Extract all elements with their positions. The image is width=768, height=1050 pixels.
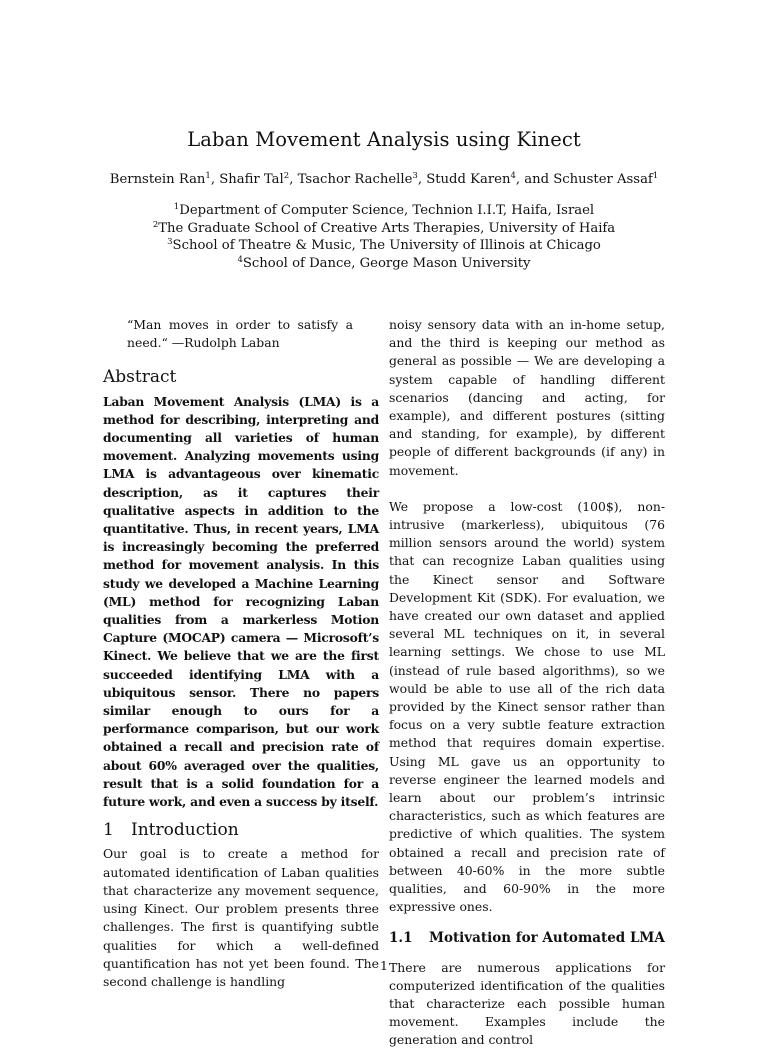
affiliation [0,202,768,220]
section-title: Introduction [131,820,239,841]
affiliation [0,237,768,255]
intro-paragraph-2: We propose a low-cost (100$), non-intrusive (markerless), ubiquitous (76 million sensors around the world) system that can recognize Laban qualities using the Kinect sensor and Software Development Kit (SDK). For evaluation, we have created our own dataset and applied several ML techniques on it, in several learning settings. We chose to use ML (instead of rule based algorithms), so we would be able to use all of the rich data provided by the Kinect sensor rather than focus on a very subtle feature extraction method that requires domain expertise. Using ML gave us an opportunity to reverse engineer the learned models and learn about our problem’s intrinsic characteristics, such as which features are predictive of which qualities. The system obtained a recall and precision rate of between 40-60% in the more subtle qualities, and 60-90% in the more expressive ones. [389,498,665,915]
affiliation-marker: 2 [152,219,159,230]
page-number: 1 [380,958,388,973]
affiliation-marker: 3 [167,237,173,247]
affiliation [0,220,768,238]
affiliation-text: Department of Computer Science, Technion I.I.T, Haifa, Israel [179,203,595,218]
affiliation-marker: 4 [237,254,243,265]
subsection-heading-motivation [389,929,665,947]
affiliation-text: School of Dance, George Mason University [242,255,531,271]
author-affil-marker: 1 [652,171,659,181]
author-name: Shafir Tal [219,172,284,187]
author-separator: , [289,172,298,187]
epigraph: “Man moves in order to satisfy a need.“ —Rudolph Laban [127,317,353,351]
motivation-paragraph: There are numerous applications for computerized identification of the qualities that characterize each possible human movement. Examples include the generation and control [389,959,665,1048]
author-affil-marker: 2 [283,171,290,181]
author-name: Tsachor Rachelle [297,172,413,187]
intro-paragraph-1-continued: noisy sensory data with an in-home setup, and the third is keeping our method as general as possible — We are developing a system capable of handling different scenarios (dancing and acting, for example), and different postures (sitting and standing, for example), by different people of different backgrounds (if any) in movement. [389,317,665,478]
subsection-title: Motivation for Automated LMA [429,929,665,946]
author-affil-marker: 4 [510,171,516,181]
affiliation-text: School of Theatre & Music, The University of Illinois at Chicago [172,238,601,253]
author-separator: , [417,172,427,187]
affiliation-marker: 1 [173,202,180,212]
author-name: Schuster Assaf [553,172,653,187]
abstract-body: Laban Movement Analysis (LMA) is a method for describing, interpreting and documenting all varieties of human movement. Analyzing movements using LMA is advantageous over kinematic description, as it captures their qualitative aspects in addition to the quantitative. Thus, in recent years, LMA is increasingly becoming the preferred method for movement analysis. In this study we developed a Machine Learning (ML) method for recognizing Laban qualities from a markerless Motion Capture (MOCAP) camera — Microsoft’s Kinect. We believe that we are the first succeeded identifying LMA with a ubiquitous sensor. There no papers similar enough to ours for a performance comparison, but our work obtained a recall and precision rate of about 60% averaged over the qualities, result that is a solid foundation for a future work, and even a success by itself. [103,393,379,810]
affiliation-list [0,202,768,272]
author-name: Studd Karen [426,172,511,187]
paper-title: Laban Movement Analysis using Kinect [187,128,581,151]
section-number: 1 [103,820,114,841]
author-separator: , and [515,172,554,187]
author-list [0,172,768,187]
right-column [389,316,665,1050]
author-separator: , [210,172,220,187]
left-column [103,316,379,991]
author-name: Bernstein Ran [109,172,206,187]
abstract-heading: Abstract [103,367,177,388]
section-heading-introduction [103,821,379,839]
intro-paragraph-1: Our goal is to create a method for automated identification of Laban qualities that characterize any movement sequence, using Kinect. Our problem presents three challenges. The first is quantifying subtle qualities for which a well-defined quantification has not yet been found. The second challenge is handling [103,846,379,989]
author-affil-marker: 1 [205,171,211,181]
author-affil-marker: 3 [412,171,418,181]
subsection-number: 1.1 [389,929,413,946]
affiliation-text: The Graduate School of Creative Arts Therapies, University of Haifa [158,220,616,236]
affiliation [0,255,768,273]
